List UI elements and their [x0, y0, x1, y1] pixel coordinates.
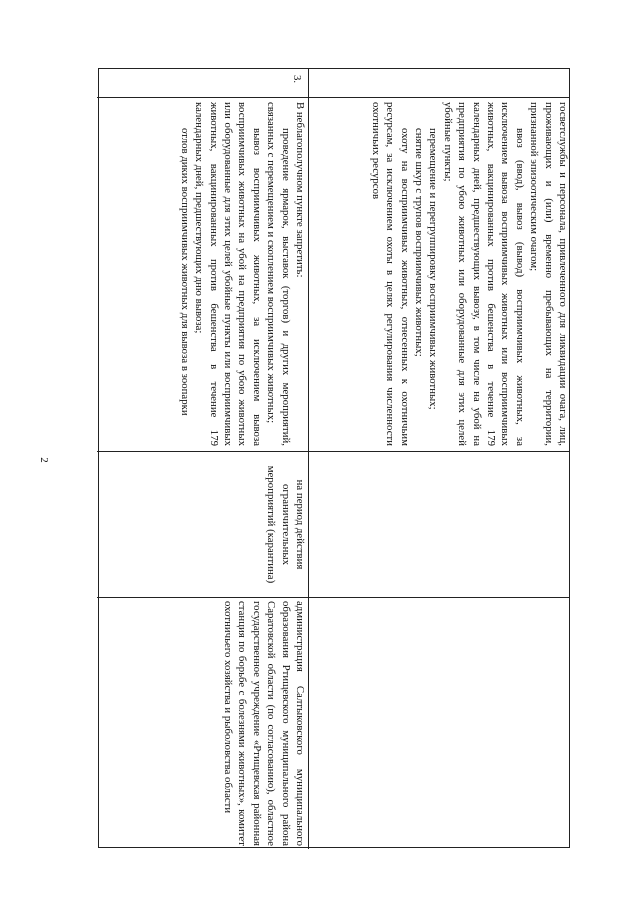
- column-divider: [97, 97, 569, 98]
- content-paragraph: В неблагополучном пункте запретить:: [294, 102, 306, 278]
- content-paragraph: охоту на восприимчивых животных, отнесенных к охотничьим ресурсам, за исключением охоты в целях регулирования численности охотничьих ресурсов: [369, 102, 411, 446]
- row-number-cell: [309, 69, 569, 97]
- content-paragraph: ввоз (ввод), вывоз (вывод) восприимчивых животных, за исключением вывоза восприимчивых животных или восприимчивых животных, вакцинированных против бешенства в течение 179 календарных дней, предшествующих вывозу, в том числе на убой на предприятия по убою животных или оборудованные для этих целей убойные пункты;: [441, 102, 526, 446]
- row-responsible-cell: администрация Салтыковского муниципального образования Ртищевского муниципального района Саратовской области (по согласованию), областное государственное учреждение «Ртищевская районная станция по борьбе с болезнями животных», комитет охотничьего хозяйства и рыболовства области: [221, 601, 306, 846]
- content-paragraph: перемещение и перегруппировку восприимчивых животных;: [427, 128, 440, 410]
- row-responsible-cell: [309, 598, 569, 849]
- content-paragraph: проведение ярмарок, выставок (торгов) и других мероприятий, связанных с перемещением и скоплением восприимчивых животных;: [265, 102, 292, 446]
- content-paragraph: снятие шкур с трупов восприимчивых животных;: [412, 128, 425, 357]
- content-paragraph: отлов диких восприимчивых животных для вывоза в зоопарки: [178, 128, 191, 416]
- row-number-cell: 3.: [291, 75, 303, 84]
- row-content-cell: [310, 99, 570, 449]
- measures-table: [98, 68, 570, 848]
- row-period-cell: на период действия ограничительных мероприятий (карантина): [265, 465, 306, 584]
- content-paragraph: вывоз восприимчивых животных, за исключением вывоза восприимчивых животных на убой на предприятия по убою животных или оборудованные для этих целей убойные пункты или восприимчивых животных, вакцинированных против бешенства в течение 179 календарных дней, предшествующих дню вывоза;: [193, 102, 263, 446]
- row-content-cell: [97, 99, 307, 449]
- rotated-table-wrapper: [98, 68, 570, 848]
- page-number: 2: [37, 457, 50, 463]
- content-paragraph: госветслужбы и персонала, привлеченного для ликвидации очага, лиц, проживающих и (или) временно пребывающих на территории, признанной эпизоотическим очагом;: [528, 102, 569, 446]
